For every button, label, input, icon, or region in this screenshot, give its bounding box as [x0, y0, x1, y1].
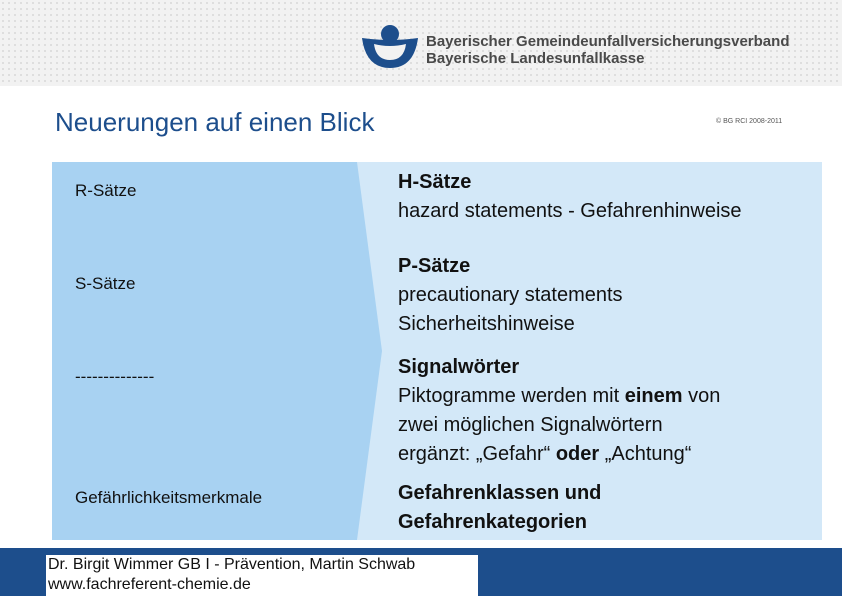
p-saetze-desc-2: Sicherheitshinweise — [398, 313, 575, 335]
page-title: Neuerungen auf einen Blick — [55, 107, 375, 137]
left-chevron-shape — [52, 162, 382, 540]
h-saetze-block — [398, 168, 818, 226]
signalwoerter-line-2: zwei möglichen Signalwörtern — [398, 414, 663, 436]
signalwoerter-block — [398, 353, 818, 469]
p-saetze-block — [398, 252, 818, 339]
signalwoerter-line-3-post: „Achtung“ — [599, 443, 692, 465]
logo-icon — [360, 22, 420, 70]
signalwoerter-line-1-post: von — [682, 385, 721, 407]
gefahrenklassen-title-2: Gefahrenkategorien — [398, 511, 587, 533]
left-label-s-saetze: S-Sätze — [75, 274, 136, 293]
signalwoerter-line-1 — [398, 382, 818, 411]
left-label-r-saetze: R-Sätze — [75, 181, 137, 200]
organization-names — [426, 33, 789, 67]
signalwoerter-line-3-pre: ergänzt: „Gefahr“ — [398, 443, 556, 465]
signalwoerter-line-3 — [398, 440, 818, 469]
left-label-empty: -------------- — [75, 367, 155, 386]
left-label-gefaehrlichkeitsmerkmale: Gefährlichkeitsmerkmale — [75, 488, 263, 507]
signalwoerter-line-1-pre: Piktogramme werden mit — [398, 385, 625, 407]
signalwoerter-title: Signalwörter — [398, 356, 520, 378]
footer-credits — [46, 555, 478, 596]
p-saetze-title: P-Sätze — [398, 255, 471, 277]
gefahrenklassen-block — [398, 479, 818, 537]
signalwoerter-line-1-bold: einem — [624, 385, 683, 407]
copyright-note: © BG RCI 2008-2011 — [716, 118, 783, 125]
footer-author-line: Dr. Birgit Wimmer GB I - Prävention, Martin Schwab — [48, 556, 416, 573]
h-saetze-title: H-Sätze — [398, 171, 472, 193]
org-name-2: Bayerische Landesunfallkasse — [426, 50, 645, 67]
footer-website-link[interactable]: www.fachreferent-chemie.de — [48, 576, 251, 593]
signalwoerter-line-3-mid: oder — [555, 443, 600, 465]
org-name-1: Bayerischer Gemeindeunfallversicherungsverband — [426, 33, 790, 50]
p-saetze-desc-1: precautionary statements — [398, 284, 623, 306]
gefahrenklassen-title-1: Gefahrenklassen und — [398, 482, 602, 504]
h-saetze-desc: hazard statements - Gefahrenhinweise — [398, 200, 742, 222]
